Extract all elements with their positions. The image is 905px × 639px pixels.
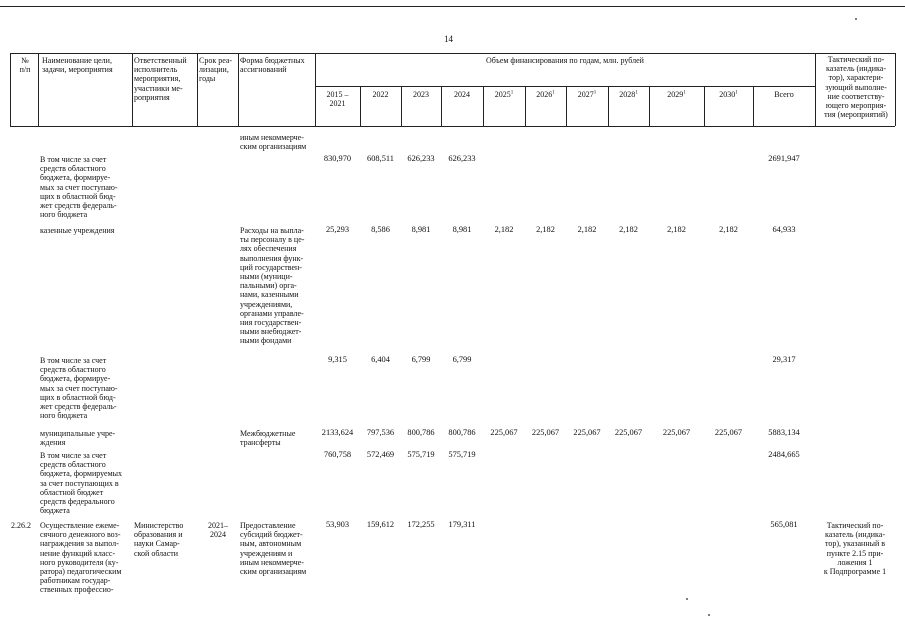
text-line: Тактический по- [826,521,884,530]
text-line: зующий выполне- [825,82,887,92]
text-line: жет средств федераль- [40,402,117,411]
amount-cell: 2,182 [719,225,738,234]
text-line: бюджета, формируе- [40,374,111,384]
text-line: муниципальные учре- [40,429,116,438]
header-top-border [10,53,895,54]
speck [708,614,710,616]
column-divider [238,53,239,126]
amount-cell: 25,293 [325,225,350,234]
amount-cell: 626,233 [407,154,435,163]
text-line: задачи, мероприятия [42,65,113,75]
amount-cell: 572,469 [366,450,395,459]
text-line: бюджета, формируемых [40,469,123,479]
amount-cell: 760,758 [323,450,352,459]
text-line: В том числе за счет [40,356,107,365]
text-line: В том числе за счет [40,155,107,164]
text-line: Предоставление [240,521,296,530]
amount-cell: 8,586 [371,225,390,234]
text-line: бюджета, формируе- [40,173,111,183]
text-line: ного руководителя (ку- [40,557,119,567]
year-header: 2025$^1$ [494,90,514,99]
text-line: средств федерального [40,497,115,506]
footnote-mark: 1 [593,90,597,96]
text-line: щих в областной бюд- [40,191,116,201]
text-line: нение функций класс- [40,548,116,558]
text-line: Срок реа- [199,56,233,65]
year-header: 2027$^1$ [577,90,597,99]
amount-cell: 225,067 [573,428,601,437]
text-line: ложения 1 [837,557,873,567]
amount-cell: 2,182 [494,225,514,234]
text-line: Тактический по- [827,55,885,64]
year-header: 2022 [372,90,389,99]
text-line: за счет поступающих в [40,478,119,488]
column-divider [132,53,133,126]
year-header: 2026$^1$ [536,90,555,99]
amount-cell: 8,981 [452,225,472,234]
amount-cell: 225,067 [714,428,743,437]
amount-cell: 6,404 [371,355,390,364]
text-line: ассигнований [240,65,287,75]
text-line: сячного денежного воз- [40,530,121,540]
column-divider [197,53,198,126]
text-line: ждения [40,438,66,448]
amount-cell: 626,233 [448,154,476,163]
year-header: 2028$^1$ [619,90,638,99]
speck [855,18,857,20]
top-rule [0,6,905,7]
total-cell: 5883,134 [768,428,800,437]
total-cell: 565,081 [770,520,798,529]
year-header: 2015 – 2021 [326,90,349,109]
text-line: Осуществление ежеме- [40,521,120,530]
amount-cell: 800,786 [407,428,435,437]
text-line: мероприятия, [134,74,181,84]
text-line: жет средств федераль- [40,201,117,210]
text-line: иным некоммерче- [240,133,304,142]
text-line: областной бюджет [40,487,104,497]
text-line: к Подпрограмме 1 [823,567,887,576]
text-line: ние соответству- [827,91,885,101]
text-line: казенные учреждения [40,226,115,235]
amount-cell: 6,799 [452,355,472,364]
amount-cell: 797,536 [366,428,395,437]
text-line: средств областного [40,164,106,174]
amount-cell: 159,612 [366,520,395,529]
finance-subheader-border [315,86,815,87]
text-line: органами управле- [240,308,304,318]
header-bottom-border [10,126,895,127]
text-line: Расходы на выпла- [240,226,304,235]
year-header: 2023 [413,90,429,99]
text-line: ния государствен- [240,318,302,327]
text-line: ским организациям [240,567,307,576]
text-line: образования и [134,530,183,540]
text-line: учреждениями, [240,299,293,309]
amount-cell: 225,067 [531,428,560,437]
text-line: Наименование цели, [42,56,112,65]
amount-cell: 2133,624 [321,428,354,437]
text-line: мых за счет поступаю- [40,383,118,393]
text-line: тия (мероприятий) [824,110,888,120]
text-line: средств областного [40,365,106,375]
year-header: Всего [774,90,794,99]
text-line: ственных профессио- [40,585,114,595]
finance-header: Объем финансирования по годам, млн. рублей [486,56,644,65]
amount-cell: 575,719 [448,450,476,459]
text-line: ным, автономным [240,539,302,549]
amount-cell: 9,315 [328,355,347,364]
footnote-mark: 1 [510,90,514,96]
year-header: 2030$^1$ [719,90,738,99]
footnote-mark: 1 [735,90,738,96]
amount-cell: 800,786 [448,428,476,437]
text-line: науки Самар- [134,539,180,549]
text-line: нами, казенными [240,290,299,300]
amount-cell: 575,719 [407,450,435,459]
footnote-mark: 1 [683,90,686,96]
text-line: п/п [19,65,31,75]
text-line: Форма бюджетных [240,56,305,65]
column-divider [10,53,11,126]
column-divider [815,53,816,126]
amount-cell: 2,182 [667,225,686,234]
text-line: 2021– [208,521,228,530]
amount-cell: 8,981 [411,225,431,234]
text-line: ными внебюджет- [240,327,302,337]
amount-cell: 225,067 [490,428,518,437]
text-line: годы [199,74,216,84]
page-number: 14 [444,34,453,44]
amount-cell: 6,799 [411,355,431,364]
text-line: ты персоналу в це- [240,235,305,245]
text-line: ющего мероприя- [825,101,887,110]
text-line: В том числе за счет [40,451,107,460]
text-line: роприятия [134,92,170,102]
amount-cell: 53,903 [325,520,350,529]
amount-cell: 179,311 [448,520,476,529]
amount-cell: 608,511 [367,154,394,163]
footnote-mark: 1 [635,90,638,96]
text-line: исполнитель [134,65,178,75]
text-line: ными фондами [240,336,292,346]
text-line: ного бюджета [40,210,88,220]
amount-cell: 225,067 [614,428,643,437]
amount-cell: 225,067 [662,428,691,437]
text-line: казатель (индика- [824,530,886,540]
text-line: пункте 2.15 при- [826,548,884,558]
text-line: 2024 [210,530,226,540]
text-line: пальными) орга- [240,281,297,291]
text-line: ской области [134,548,179,558]
year-header: 2029$^1$ [667,90,686,99]
text-line: ским организациям [240,142,307,152]
text-line: ного бюджета [40,411,88,421]
text-line: ратора) педагогическим [40,567,122,576]
text-line: тор), характери- [828,73,884,83]
text-line: ными (муници- [240,272,293,281]
text-line: учреждениям и [240,548,293,558]
total-cell: 2484,665 [768,450,800,459]
total-cell: 64,933 [772,225,796,234]
text-line: Ответственный [134,56,187,65]
text-line: лизации, [199,65,229,75]
text-line: средств областного [40,460,106,470]
year-header: 2024 [454,90,470,99]
text-line: участники ме- [134,83,183,93]
text-line: субсидий бюджет- [240,530,303,540]
amount-cell: 830,970 [323,154,352,163]
text-line: тор), указанный в [824,539,886,549]
total-cell: 29,317 [772,355,796,364]
speck [686,598,688,600]
text-line: ций государствен- [240,262,302,272]
text-line: трансферты [240,438,281,448]
text-line: бюджета [40,506,70,516]
item-number: 2.26.2 [11,521,31,530]
text-line: казатель (индика- [825,64,887,74]
column-divider [38,53,39,126]
amount-cell: 2,182 [619,225,638,234]
text-line: награждения за выпол- [40,539,119,549]
column-divider [895,53,896,126]
text-line: иным некоммерче- [240,557,304,567]
text-line: № [21,56,29,65]
text-line: выполнения функ- [240,253,304,263]
amount-cell: 2,182 [577,225,597,234]
text-line: щих в областной бюд- [40,392,116,402]
text-line: мых за счет поступаю- [40,182,118,192]
text-line: лях обеспечения [240,244,297,254]
text-line: работникам государ- [40,576,111,586]
text-line: Министерство [134,521,184,530]
amount-cell: 172,255 [407,520,435,529]
text-line: Межбюджетные [240,429,296,438]
footnote-mark: 1 [552,90,555,96]
amount-cell: 2,182 [536,225,555,234]
total-cell: 2691,947 [768,154,800,163]
